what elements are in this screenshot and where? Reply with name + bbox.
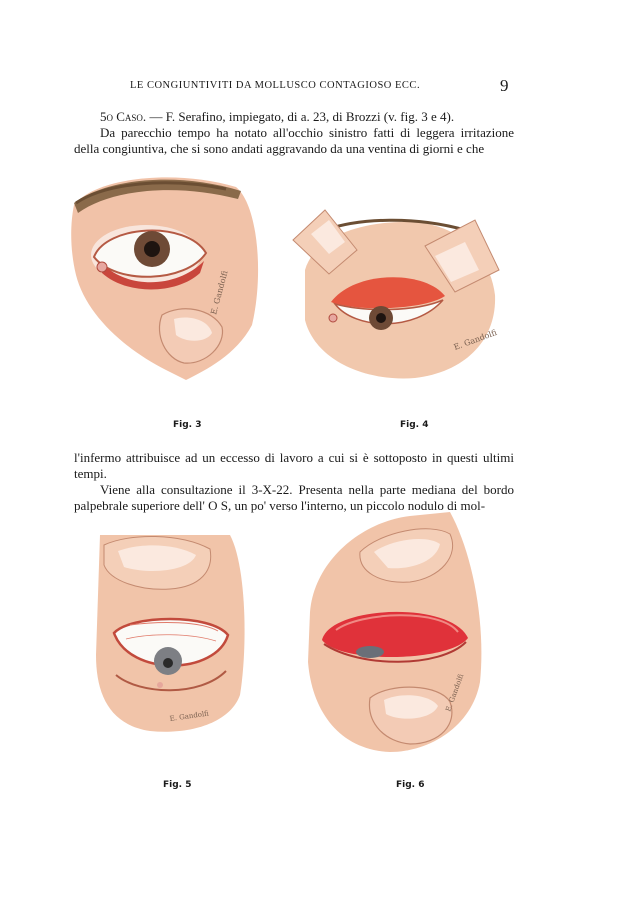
figure-5-illustration xyxy=(90,525,250,740)
paragraph-history: Da parecchio tempo ha notato all'occhio sinistro fatti di leggera irritazione della congiuntiva, che si sono andati aggravando da una ventina di giorni e che xyxy=(74,125,514,156)
figure-3-caption: Fig. 3 xyxy=(173,420,202,430)
paragraph-consultation: Viene alla consultazione il 3-X-22. Presenta nella parte mediana del bordo palpebrale superiore dell' O S, un po' verso l'interno, un piccolo nodulo di mol- xyxy=(74,482,514,513)
artist-signature: E. Gandolfi xyxy=(209,269,230,316)
artist-signature: E. Gandolfi xyxy=(169,709,210,723)
paragraph-continuation: l'infermo attribuisce ad un eccesso di lavoro a cui si è sottoposto in questi ultimi tempi. xyxy=(74,450,514,481)
figure-5-caption: Fig. 5 xyxy=(163,780,192,790)
figure-4-caption: Fig. 4 xyxy=(400,420,429,430)
text-block-bottom xyxy=(74,450,514,514)
figure-6-caption: Fig. 6 xyxy=(396,780,425,790)
case-heading-text: — F. Serafino, impiegato, di a. 23, di Brozzi (v. fig. 3 e 4). xyxy=(146,109,455,124)
artist-signature: E. Gandolfi xyxy=(452,328,499,352)
figure-4-illustration xyxy=(285,200,505,385)
running-title: LE CONGIUNTIVITI DA MOLLUSCO CONTAGIOSO ECC. xyxy=(130,80,421,91)
case-heading-paragraph xyxy=(74,109,514,125)
page-number: 9 xyxy=(500,76,509,95)
figure-3-illustration xyxy=(66,165,266,405)
case-label: 5o Caso. xyxy=(100,109,147,124)
text-block-top xyxy=(74,109,514,157)
artist-signature: E. Gandolfi xyxy=(444,672,466,713)
figure-6-illustration xyxy=(300,512,490,757)
